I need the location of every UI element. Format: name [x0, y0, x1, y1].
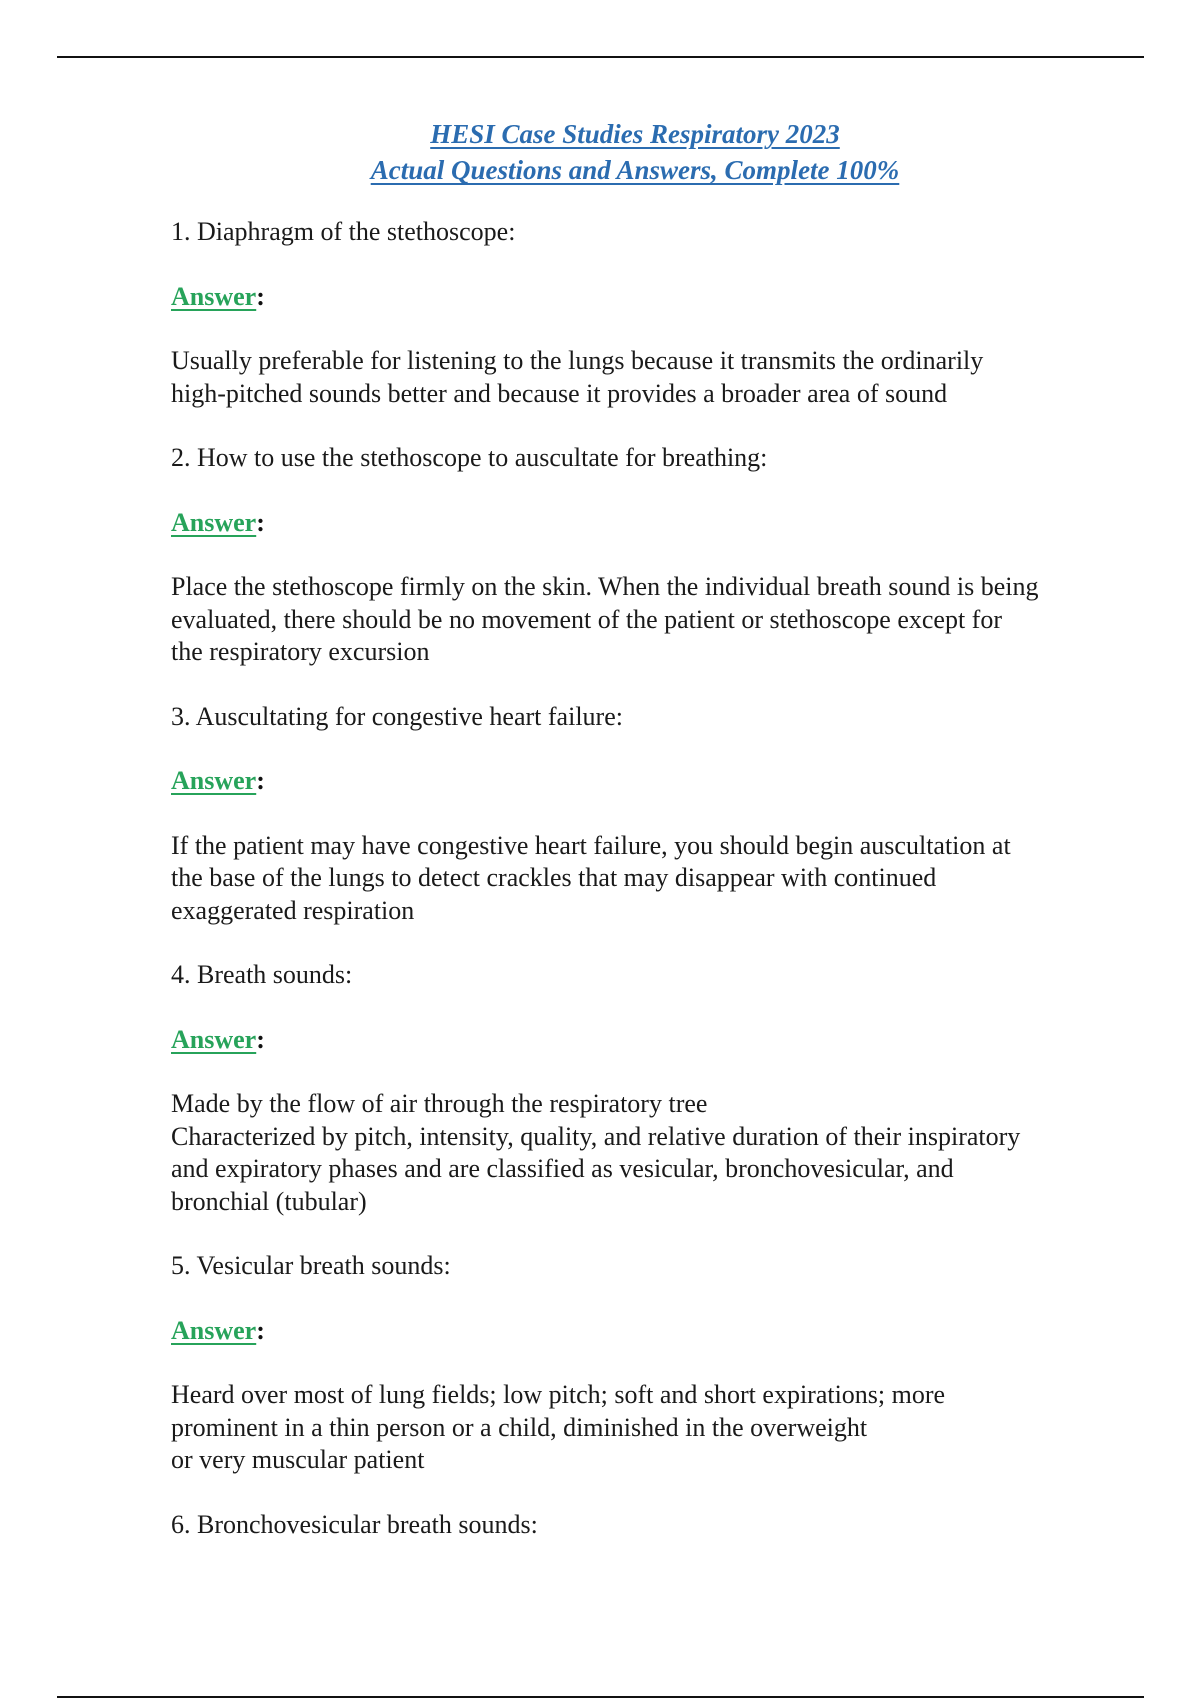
qa-list [171, 216, 1131, 1573]
answer-text [171, 830, 1131, 928]
answer-line: Heard over most of lung fields; low pitch; soft and short expirations; more [171, 1380, 946, 1409]
qa-item [171, 1509, 1131, 1542]
answer-label-colon: : [256, 507, 265, 537]
answer-label [171, 1315, 1131, 1348]
answer-line: evaluated, there should be no movement of the patient or stethoscope except for [171, 604, 1002, 634]
answer-line: and expiratory phases and are classified as vesicular, bronchovesicular, and [171, 1154, 954, 1183]
answer-label [171, 765, 1131, 798]
answer-line: or very muscular patient [171, 1445, 425, 1474]
bottom-rule [57, 1696, 1144, 1698]
title-line-1 [0, 116, 1200, 152]
answer-label-colon: : [256, 1315, 265, 1345]
answer-label [171, 507, 1131, 540]
title-line-2 [0, 152, 1200, 188]
document-header [0, 116, 1200, 188]
question-text: 2. How to use the stethoscope to auscultate for breathing: [171, 443, 768, 472]
qa-item [171, 216, 1131, 410]
answer-text [171, 345, 1131, 410]
answer-line: prominent in a thin person or a child, diminished in the overweight [171, 1412, 868, 1442]
answer-line: Place the stethoscope firmly on the skin. When the individual breath sound is being [171, 572, 1039, 601]
question-text: 4. Breath sounds: [171, 960, 353, 989]
qa-item [171, 701, 1131, 928]
answer-line: If the patient may have congestive heart failure, you should begin auscultation at [171, 830, 1011, 860]
answer-line: exaggerated respiration [171, 895, 415, 925]
answer-label [171, 281, 1131, 314]
answer-label-colon: : [256, 766, 265, 795]
answer-line: the respiratory excursion [171, 637, 430, 666]
qa-item [171, 959, 1131, 1218]
title-line-2-text: Actual Questions and Answers, Complete 100% [370, 155, 900, 185]
top-rule [57, 56, 1144, 58]
answer-line: the base of the lungs to detect crackles that may disappear with continued [171, 863, 937, 892]
answer-text [171, 1088, 1131, 1218]
question-text: 6. Bronchovesicular breath sounds: [171, 1509, 538, 1539]
answer-text [171, 571, 1131, 669]
answer-label-word: Answer [171, 507, 257, 537]
answer-label-word: Answer [171, 1315, 257, 1345]
answer-label-word: Answer [171, 766, 257, 795]
answer-line: bronchial (tubular) [171, 1186, 367, 1216]
answer-text [171, 1379, 1131, 1477]
answer-label-word: Answer [171, 1024, 257, 1054]
answer-line: high-pitched sounds better and because it provides a broader area of sound [171, 378, 948, 408]
qa-item [171, 1250, 1131, 1477]
question-text: 5. Vesicular breath sounds: [171, 1251, 451, 1280]
answer-line: Made by the flow of air through the respiratory tree [171, 1089, 708, 1118]
answer-label-colon: : [256, 1024, 265, 1054]
question-text: 1. Diaphragm of the stethoscope: [171, 217, 516, 246]
answer-label-word: Answer [171, 281, 257, 311]
answer-line: Characterized by pitch, intensity, quality, and relative duration of their inspiratory [171, 1121, 1021, 1151]
title-line-1-text: HESI Case Studies Respiratory 2023 [430, 119, 840, 149]
question-text: 3. Auscultating for congestive heart failure: [171, 701, 623, 731]
answer-label [171, 1024, 1131, 1057]
answer-label-colon: : [256, 281, 265, 311]
answer-line: Usually preferable for listening to the lungs because it transmits the ordinarily [171, 346, 984, 375]
qa-item [171, 442, 1131, 669]
